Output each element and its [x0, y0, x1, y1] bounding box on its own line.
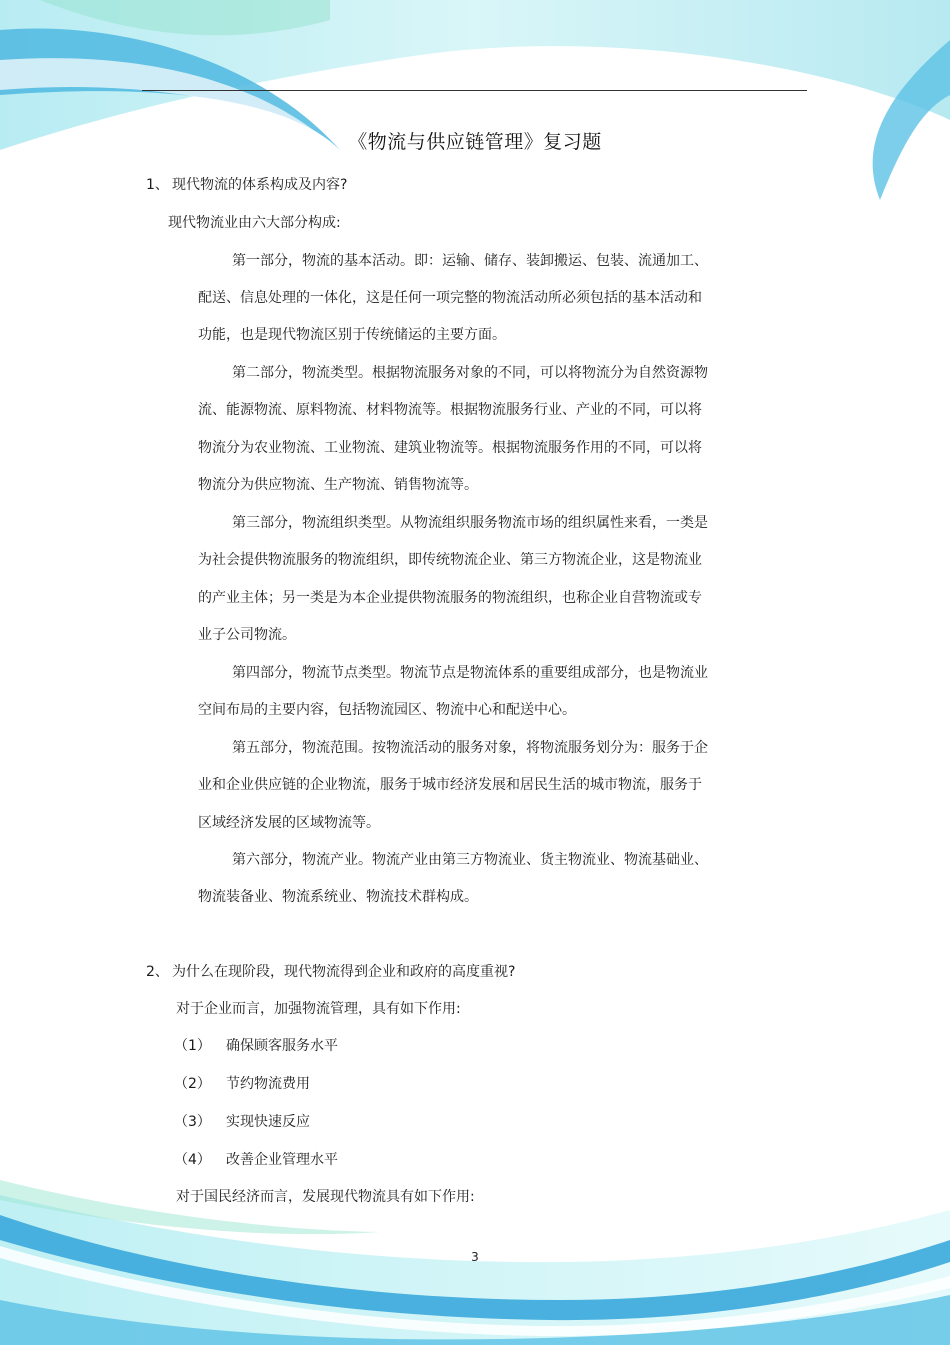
document-title: 《物流与供应链管理》复习题 [348, 131, 602, 153]
question-text: 现代物流的体系构成及内容? [172, 177, 348, 193]
paragraph-line: 物流分为农业物流、工业物流、建筑业物流等。根据物流服务作用的不同，可以将 [198, 440, 702, 456]
paragraph-line: 业和企业供应链的企业物流，服务于城市经济发展和居民生活的城市物流，服务于 [198, 777, 702, 793]
list-item-text: 实现快速反应 [226, 1114, 310, 1130]
list-item-number: （3） [174, 1114, 211, 1130]
paragraph-line: 的产业主体；另一类是为本企业提供物流服务的物流组织，也称企业自营物流或专 [198, 590, 702, 606]
answer-intro: 现代物流业由六大部分构成: [168, 215, 341, 231]
list-item-number: （1） [174, 1038, 211, 1054]
paragraph-line: 物流装备业、物流系统业、物流技术群构成。 [198, 889, 478, 905]
answer-intro: 对于国民经济而言，发展现代物流具有如下作用: [176, 1189, 475, 1205]
list-item-text: 改善企业管理水平 [226, 1152, 338, 1168]
paragraph-line: 第二部分，物流类型。根据物流服务对象的不同，可以将物流分为自然资源物 [232, 365, 708, 381]
paragraph-line: 第三部分，物流组织类型。从物流组织服务物流市场的组织属性来看，一类是 [232, 515, 708, 531]
question-number: 2、 [146, 964, 169, 980]
answer-intro: 对于企业而言，加强物流管理，具有如下作用: [176, 1001, 461, 1017]
paragraph-line: 第四部分，物流节点类型。物流节点是物流体系的重要组成部分，也是物流业 [232, 665, 708, 681]
list-item-number: （2） [174, 1076, 211, 1092]
paragraph-line: 第六部分，物流产业。物流产业由第三方物流业、货主物流业、物流基础业、 [232, 852, 708, 868]
question-number: 1、 [146, 177, 169, 193]
paragraph-line: 空间布局的主要内容，包括物流园区、物流中心和配送中心。 [198, 702, 576, 718]
paragraph-line: 业子公司物流。 [198, 627, 296, 643]
header-rule [142, 90, 807, 91]
paragraph-line: 第一部分，物流的基本活动。即：运输、储存、装卸搬运、包装、流通加工、 [232, 253, 708, 269]
list-item-number: （4） [174, 1152, 211, 1168]
list-item-text: 确保顾客服务水平 [226, 1038, 338, 1054]
question-text: 为什么在现阶段，现代物流得到企业和政府的高度重视? [172, 964, 516, 980]
paragraph-line: 配送、信息处理的一体化，这是任何一项完整的物流活动所必须包括的基本活动和 [198, 290, 702, 306]
paragraph-line: 为社会提供物流服务的物流组织，即传统物流企业、第三方物流企业，这是物流业 [198, 552, 702, 568]
paragraph-line: 流、能源物流、原料物流、材料物流等。根据物流服务行业、产业的不同，可以将 [198, 402, 702, 418]
page-number: 3 [471, 1250, 479, 1264]
paragraph-line: 第五部分，物流范围。按物流活动的服务对象，将物流服务划分为：服务于企 [232, 740, 708, 756]
paragraph-line: 物流分为供应物流、生产物流、销售物流等。 [198, 477, 478, 493]
paragraph-line: 功能，也是现代物流区别于传统储运的主要方面。 [198, 327, 506, 343]
paragraph-line: 区域经济发展的区域物流等。 [198, 815, 380, 831]
list-item-text: 节约物流费用 [226, 1076, 310, 1092]
